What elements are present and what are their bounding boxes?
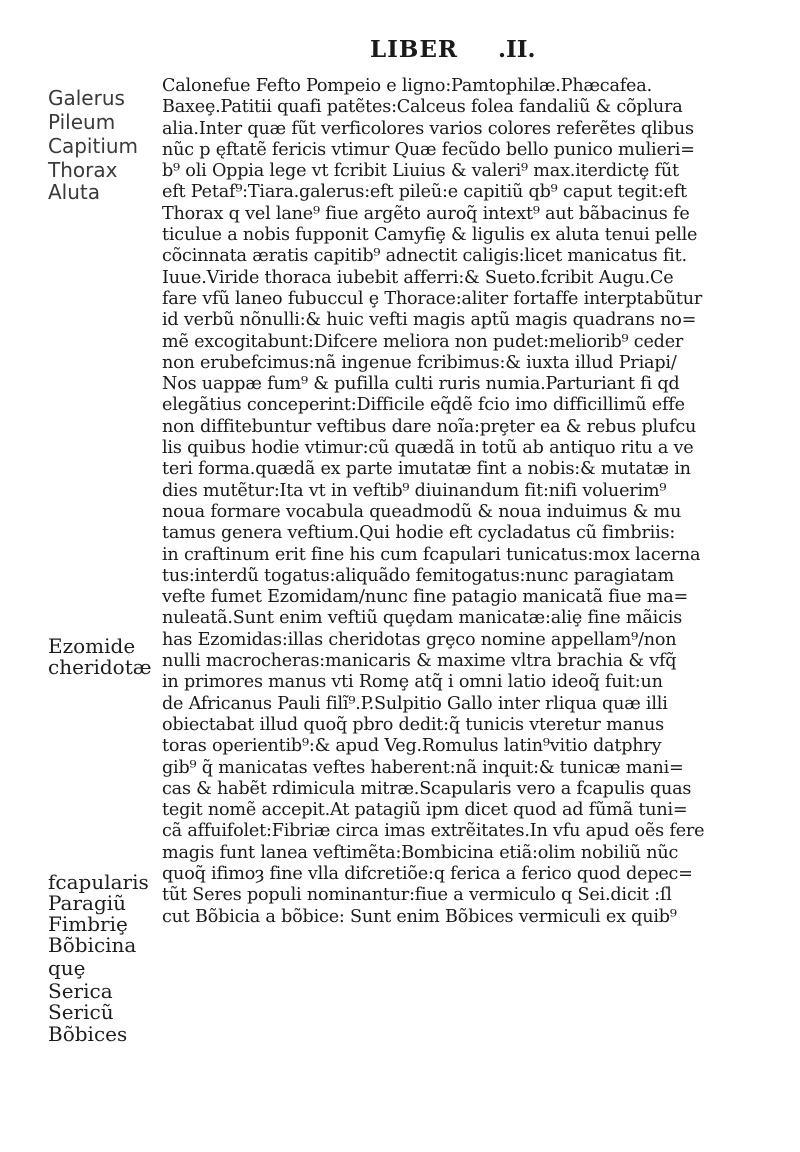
text-line: Nos uappæ fum⁹ & pufilla culti ruris numia.Parturiant fi qd xyxy=(162,374,680,395)
margin-note: quȩ xyxy=(48,956,86,980)
text-line: obiectabat illud quoq̃ pbro dedit:q̃ tunicis vteretur manus xyxy=(162,714,664,735)
margin-note: Paragiũ xyxy=(48,891,127,915)
margin-note: Thorax xyxy=(48,158,118,182)
text-line: tegit nomẽ accepit.At patagiũ ipm dicet quod ad fũmã tuni= xyxy=(162,800,688,821)
text-line: Calonefue Fefto Pompeio e ligno:Pamtophilæ.Phæcafea. xyxy=(162,76,652,96)
margin-note: fcapularis xyxy=(48,870,149,894)
text-line: has Ezomidas:illas cheridotas grȩco nomine appellam⁹/non xyxy=(162,629,677,650)
text-line: b⁹ oli Oppia lege vt fcribit Liuius & valeri⁹ max.iterdictȩ fũt xyxy=(162,161,679,182)
text-line: tus:interdũ togatus:aliquãdo femitogatus:nunc paragiatam xyxy=(162,565,674,586)
margin-note: cheridotæ xyxy=(48,655,152,679)
text-line: nuleatã.Sunt enim veftiũ quȩdam manicatæ:aliȩ fine mãicis xyxy=(162,608,683,629)
text-line: dies mutẽtur:Ita vt in veftib⁹ diuinandum fit:nifi voluerim⁹ xyxy=(162,480,667,501)
text-line: Baxeȩ.Patitii quafi patẽtes:Calceus folea fandaliũ & cõplura xyxy=(162,97,683,118)
text-line: non diffitebuntur veftibus dare noĩa:prȩter ea & rebus plufcu xyxy=(162,416,697,437)
text-line: magis funt lanea veftimẽta:Bombicina etiã:olim nobiliũ nũc xyxy=(162,842,679,863)
text-line: id verbũ nõnulli:& huic vefti magis aptũ magis quadrans no= xyxy=(162,310,697,331)
text-line: eft Petaf⁹:Tiara.galerus:eft pileũ:e capitiũ qb⁹ caput tegit:eft xyxy=(162,182,687,203)
text-line: tũt Seres populi nominantur:fiue a vermiculo q Sei.dicit :ſl xyxy=(162,885,672,906)
text-line: nũc p ęftatẽ fericis vtimur Quæ fecũdo bello punico mulieri= xyxy=(162,139,695,160)
text-line: toras operientib⁹:& apud Veg.Romulus latin⁹vitio datphry xyxy=(162,736,662,757)
text-line: ticulue a nobis fupponit Camyfiȩ & ligulis ex aluta tenui pelle xyxy=(162,225,698,246)
folio-number: .II. xyxy=(498,36,536,63)
margin-note: Ezomide xyxy=(48,634,136,658)
text-line: cã affuifolet:Fibriæ circa imas extrẽitates.In vfu apud oẽs fere xyxy=(162,821,705,842)
text-line: Iuue.Viride thoraca iubebit afferri:& Sueto.fcribit Augu.Ce xyxy=(162,267,674,288)
page-header xyxy=(0,36,800,66)
body-text xyxy=(162,76,772,928)
margin-note: Fimbriȩ xyxy=(48,912,128,936)
text-line: quoq̃ ifimoȝ fine vlla difcretiõe:q ferica a ferico quod depec= xyxy=(162,863,693,884)
text-line: tamus genera veftium.Qui hodie eft cycladatus cũ fimbriis: xyxy=(162,523,676,544)
text-line: nulli macrocheras:manicaris & maxime vltra brachia & vfq̃ xyxy=(162,651,677,672)
text-line: teri forma.quædã ex parte imutatæ fint a nobis:& mutatæ in xyxy=(162,459,691,480)
text-line: cas & habẽt rdimicula mitræ.Scapularis vero a fcapulis quas xyxy=(162,778,692,799)
text-line: in primores manus vti Romȩ atq̃ i omni latio ideoq̃ fuit:un xyxy=(162,672,663,693)
running-title: LIBER xyxy=(370,36,459,63)
text-line: elegãtius conceperint:Difficile eq̃dẽ fcio imo difficillimũ effe xyxy=(162,395,685,416)
text-line: fare vfũ laneo fubuccul ȩ Thorace:aliter fortaffe interptabũtur xyxy=(162,288,703,309)
text-line: noua formare vocabula queadmodũ & noua induimus & mu xyxy=(162,501,682,522)
text-line: de Africanus Pauli filĩ⁹.P.Sulpitio Gallo inter rliqua quæ illi xyxy=(162,693,668,714)
margin-note: Serica xyxy=(48,979,113,1003)
margin-note: Aluta xyxy=(48,180,101,204)
text-line: cõcinnata æratis capitib⁹ adnectit caligis:licet manicatus fit. xyxy=(162,246,687,267)
margin-note: Bõbicina xyxy=(48,933,137,957)
text-line: gib⁹ q̃ manicatas veftes haberent:nã inquit:& tunicæ mani= xyxy=(162,757,684,778)
margin-note: Bõbices xyxy=(48,1022,128,1046)
text-line: Thorax q vel lane⁹ fiue argẽto auroq̃ intext⁹ aut bãbacinus fe xyxy=(162,203,690,224)
text-line: vefte fumet Ezomidam/nunc fine patagio manicatã fiue ma= xyxy=(162,587,689,608)
margin-note: Capitium xyxy=(48,134,139,158)
text-line: non erubefcimus:nã ingenue fcribimus:& iuxta illud Priapi/ xyxy=(162,352,677,373)
margin-note: Sericũ xyxy=(48,1000,114,1024)
text-line: in craftinum erit fine his cum fcapulari tunicatus:mox lacerna xyxy=(162,544,701,565)
text-line: cut Bõbicia a bõbice: Sunt enim Bõbices vermiculi ex quib⁹ xyxy=(162,906,677,927)
text-line: alia.Inter quæ fũt verficolores varios colores referẽtes qlibus xyxy=(162,118,694,139)
margin-note: Galerus xyxy=(48,86,125,110)
text-line: lis quibus hodie vtimur:cũ quædã in totũ ab antiquo ritu a ve xyxy=(162,438,694,459)
text-line: mẽ excogitabunt:Difcere meliora non pudet:meliorib⁹ ceder xyxy=(162,331,684,352)
margin-note: Pileum xyxy=(48,110,116,134)
